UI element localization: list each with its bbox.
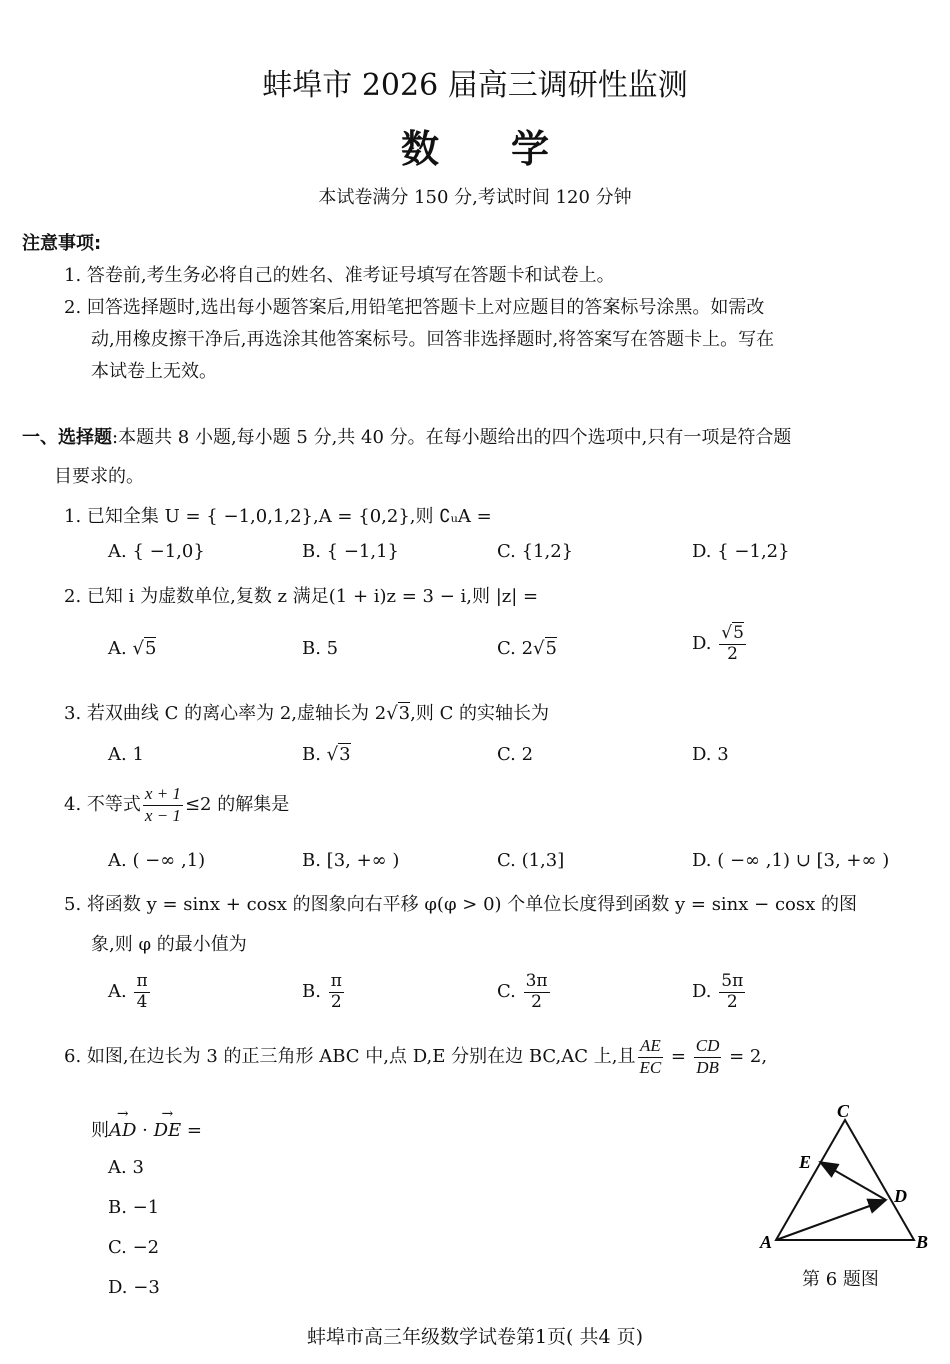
q5-option-a: A. $\frac{\pi}{4}$ — [108, 971, 148, 1012]
q3-option-b: B. √3 — [302, 744, 351, 765]
triangle-abc — [776, 1120, 914, 1240]
q2-option-c: C. 2√5 — [497, 638, 557, 659]
q6-figure-caption: 第 6 题图 — [802, 1269, 879, 1290]
q4-option-a: A. ( −∞ ,1) — [108, 850, 206, 871]
q1-option-b: B. { −1,1} — [302, 541, 400, 562]
q3-option-d: D. 3 — [692, 744, 729, 765]
question-1-stem: 1. 已知全集 U = { −1,0,1,2},A = {0,2},则 ∁ᵤA = — [64, 506, 492, 527]
note-item-2-cont: 动,用橡皮擦干净后,再选涂其他答案标号。回答非选择题时,将答案写在答题卡上。写在 — [91, 329, 775, 350]
label-b: B — [916, 1232, 929, 1252]
q4-fraction: $\frac{x + 1}{x - 1}$ — [144, 784, 181, 825]
q2-d-fraction: $\frac{√5}{2}$ — [721, 623, 744, 664]
subject-title: 数 学 — [400, 126, 550, 171]
notes-heading: 注意事项: — [22, 233, 102, 254]
section-1-heading: 一、选择题:本题共 8 小题,每小题 5 分,共 40 分。在每小题给出的四个选项中,只有一项是符合题 — [22, 427, 792, 448]
q4-option-c: C. (1,3] — [497, 850, 565, 871]
label-e: E — [799, 1152, 812, 1172]
vector-ad — [776, 1200, 886, 1240]
question-6-stem: 6. 如图,在边长为 3 的正三角形 ABC 中,点 D,E 分别在边 BC,AC 上,且 $\frac{AE}{EC}$ = $\frac{CD}{DB}$ = 2, — [64, 1036, 768, 1077]
section-1-desc-cont: 目要求的。 — [54, 466, 144, 487]
question-5-stem-cont: 象,则 φ 的最小值为 — [91, 934, 247, 955]
q6-option-d: D. −3 — [108, 1277, 160, 1298]
question-2-stem: 2. 已知 i 为虚数单位,复数 z 满足(1 + i)z = 3 − i,则 |z| = — [64, 586, 539, 607]
label-d: D — [894, 1186, 907, 1206]
q4-option-d: D. ( −∞ ,1) ∪ [3, +∞ ) — [692, 850, 890, 871]
label-a: A — [760, 1232, 773, 1252]
q3-option-c: C. 2 — [497, 744, 534, 765]
q2-option-d: D. $\frac{√5}{2}$ — [692, 623, 744, 664]
q6-option-a: A. 3 — [108, 1157, 144, 1178]
q6-triangle-figure — [752, 1098, 938, 1258]
q5-option-c: C. $\frac{3\pi}{2}$ — [497, 971, 548, 1012]
vector-de — [820, 1162, 886, 1200]
note-item-2: 2. 回答选择题时,选出每小题答案后,用铅笔把答题卡上对应题目的答案标号涂黑。如需改 — [64, 297, 765, 318]
question-3-stem: 3. 若双曲线 C 的离心率为 2,虚轴长为 2√3,则 C 的实轴长为 — [64, 703, 550, 724]
q3-option-a: A. 1 — [108, 744, 144, 765]
q1-option-d: D. { −1,2} — [692, 541, 790, 562]
q4-option-b: B. [3, +∞ ) — [302, 850, 400, 871]
q5-option-b: B. $\frac{\pi}{2}$ — [302, 971, 342, 1012]
q2-option-b: B. 5 — [302, 638, 339, 659]
label-c: C — [837, 1101, 850, 1121]
note-item-2-end: 本试卷上无效。 — [91, 361, 217, 382]
question-6-stem-cont: 则→ AD · → DE = — [91, 1116, 202, 1142]
page-footer: 蚌埠市高三年级数学试卷第1页( 共4 页) — [306, 1326, 644, 1348]
note-item-1: 1. 答卷前,考生务必将自己的姓名、准考证号填写在答题卡和试卷上。 — [64, 265, 615, 286]
q5-option-d: D. $\frac{5\pi}{2}$ — [692, 971, 744, 1012]
q6-option-b: B. −1 — [108, 1197, 160, 1218]
question-4-stem: 4. 不等式 $\frac{x + 1}{x - 1}$ ≤2 的解集是 — [64, 784, 290, 825]
exam-title: 蚌埠市 2026 届高三调研性监测 — [262, 68, 688, 103]
q1-option-a: A. { −1,0} — [108, 541, 205, 562]
question-5-stem: 5. 将函数 y = sinx + cosx 的图象向右平移 φ(φ > 0) 个单位长度得到函数 y = sinx − cosx 的图 — [64, 894, 857, 915]
q1-option-c: C. {1,2} — [497, 541, 574, 562]
exam-info: 本试卷满分 150 分,考试时间 120 分钟 — [318, 187, 632, 208]
q2-option-a: A. √5 — [108, 638, 157, 659]
q6-option-c: C. −2 — [108, 1237, 160, 1258]
